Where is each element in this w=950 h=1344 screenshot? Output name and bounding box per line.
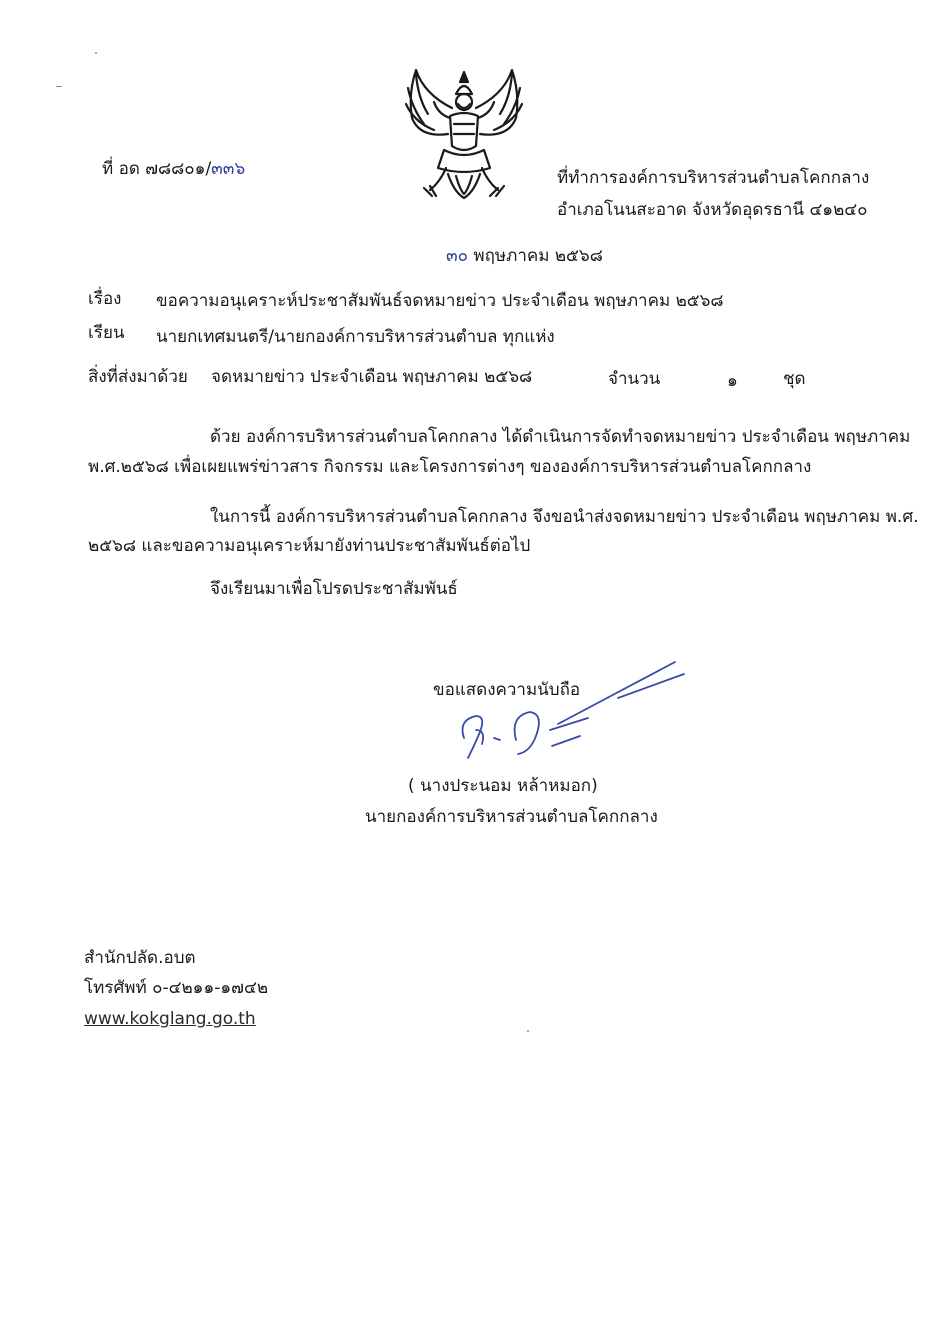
- enclosure-unit: ชุด: [783, 369, 806, 389]
- reference-handwritten-number: ๓๓๖: [211, 159, 246, 179]
- scan-speck: [95, 52, 97, 54]
- footer-phone: โทรศัพท์ ๐-๔๒๑๑-๑๗๔๒: [84, 978, 269, 998]
- footer-department: สำนักปลัด.อบต: [84, 948, 196, 968]
- enclosure-text: จดหมายข่าว ประจำเดือน พฤษภาคม ๒๕๖๘: [211, 367, 533, 387]
- enclosure-label: สิ่งที่ส่งมาด้วย: [88, 367, 188, 387]
- date-day-handwritten: ๓๐: [446, 246, 468, 266]
- paragraph-3: จึงเรียนมาเพื่อโปรดประชาสัมพันธ์: [210, 579, 458, 599]
- paragraph-1-line-2: พ.ศ.๒๕๖๘ เพื่อเผยแพร่ข่าวสาร กิจกรรม และโครงการต่างๆ ขององค์การบริหารส่วนตำบลโคกกลาง: [88, 457, 812, 477]
- garuda-emblem-icon: [394, 64, 534, 204]
- recipient-label: เรียน: [88, 323, 125, 343]
- scan-speck: [527, 1030, 529, 1032]
- recipient-text: นายกเทศมนตรี/นายกองค์การบริหารส่วนตำบล ทุกแห่ง: [156, 327, 555, 347]
- footer-website-link[interactable]: www.kokglang.go.th: [84, 1009, 256, 1029]
- signatory-position: นายกองค์การบริหารส่วนตำบลโคกกลาง: [365, 807, 658, 827]
- paragraph-2-line-1: ในการนี้ องค์การบริหารส่วนตำบลโคกกลาง จึงขอนำส่งจดหมายข่าว ประจำเดือน พฤษภาคม พ.ศ.: [210, 507, 919, 527]
- handwritten-signature: [420, 660, 690, 780]
- paragraph-2-line-2: ๒๕๖๘ และขอความอนุเคราะห์มายังท่านประชาสัมพันธ์ต่อไป: [88, 536, 531, 556]
- closing-phrase: ขอแสดงความนับถือ: [433, 680, 581, 700]
- reference-number: [102, 158, 245, 180]
- enclosure-quantity: ๑: [727, 371, 738, 391]
- signatory-name: ( นางประนอม หล้าหมอก): [408, 776, 598, 796]
- subject-text: ขอความอนุเคราะห์ประชาสัมพันธ์จดหมายข่าว ประจำเดือน พฤษภาคม ๒๕๖๘: [156, 291, 724, 311]
- scan-speck: [56, 86, 62, 87]
- paragraph-1-line-1: ด้วย องค์การบริหารส่วนตำบลโคกกลาง ได้ดำเนินการจัดทำจดหมายข่าว ประจำเดือน พฤษภาคม: [210, 427, 911, 447]
- letter-date: [446, 245, 603, 267]
- office-address-line2: อำเภอโนนสะอาด จังหวัดอุดรธานี ๔๑๒๔๐: [557, 200, 868, 220]
- reference-prefix: ที่ อด ๗๘๘๐๑/: [102, 159, 212, 179]
- office-address-line1: ที่ทำการองค์การบริหารส่วนตำบลโคกกลาง: [557, 168, 870, 188]
- enclosure-quantity-label: จำนวน: [608, 369, 661, 389]
- subject-label: เรื่อง: [88, 289, 122, 309]
- date-month-year: พฤษภาคม ๒๕๖๘: [473, 246, 603, 266]
